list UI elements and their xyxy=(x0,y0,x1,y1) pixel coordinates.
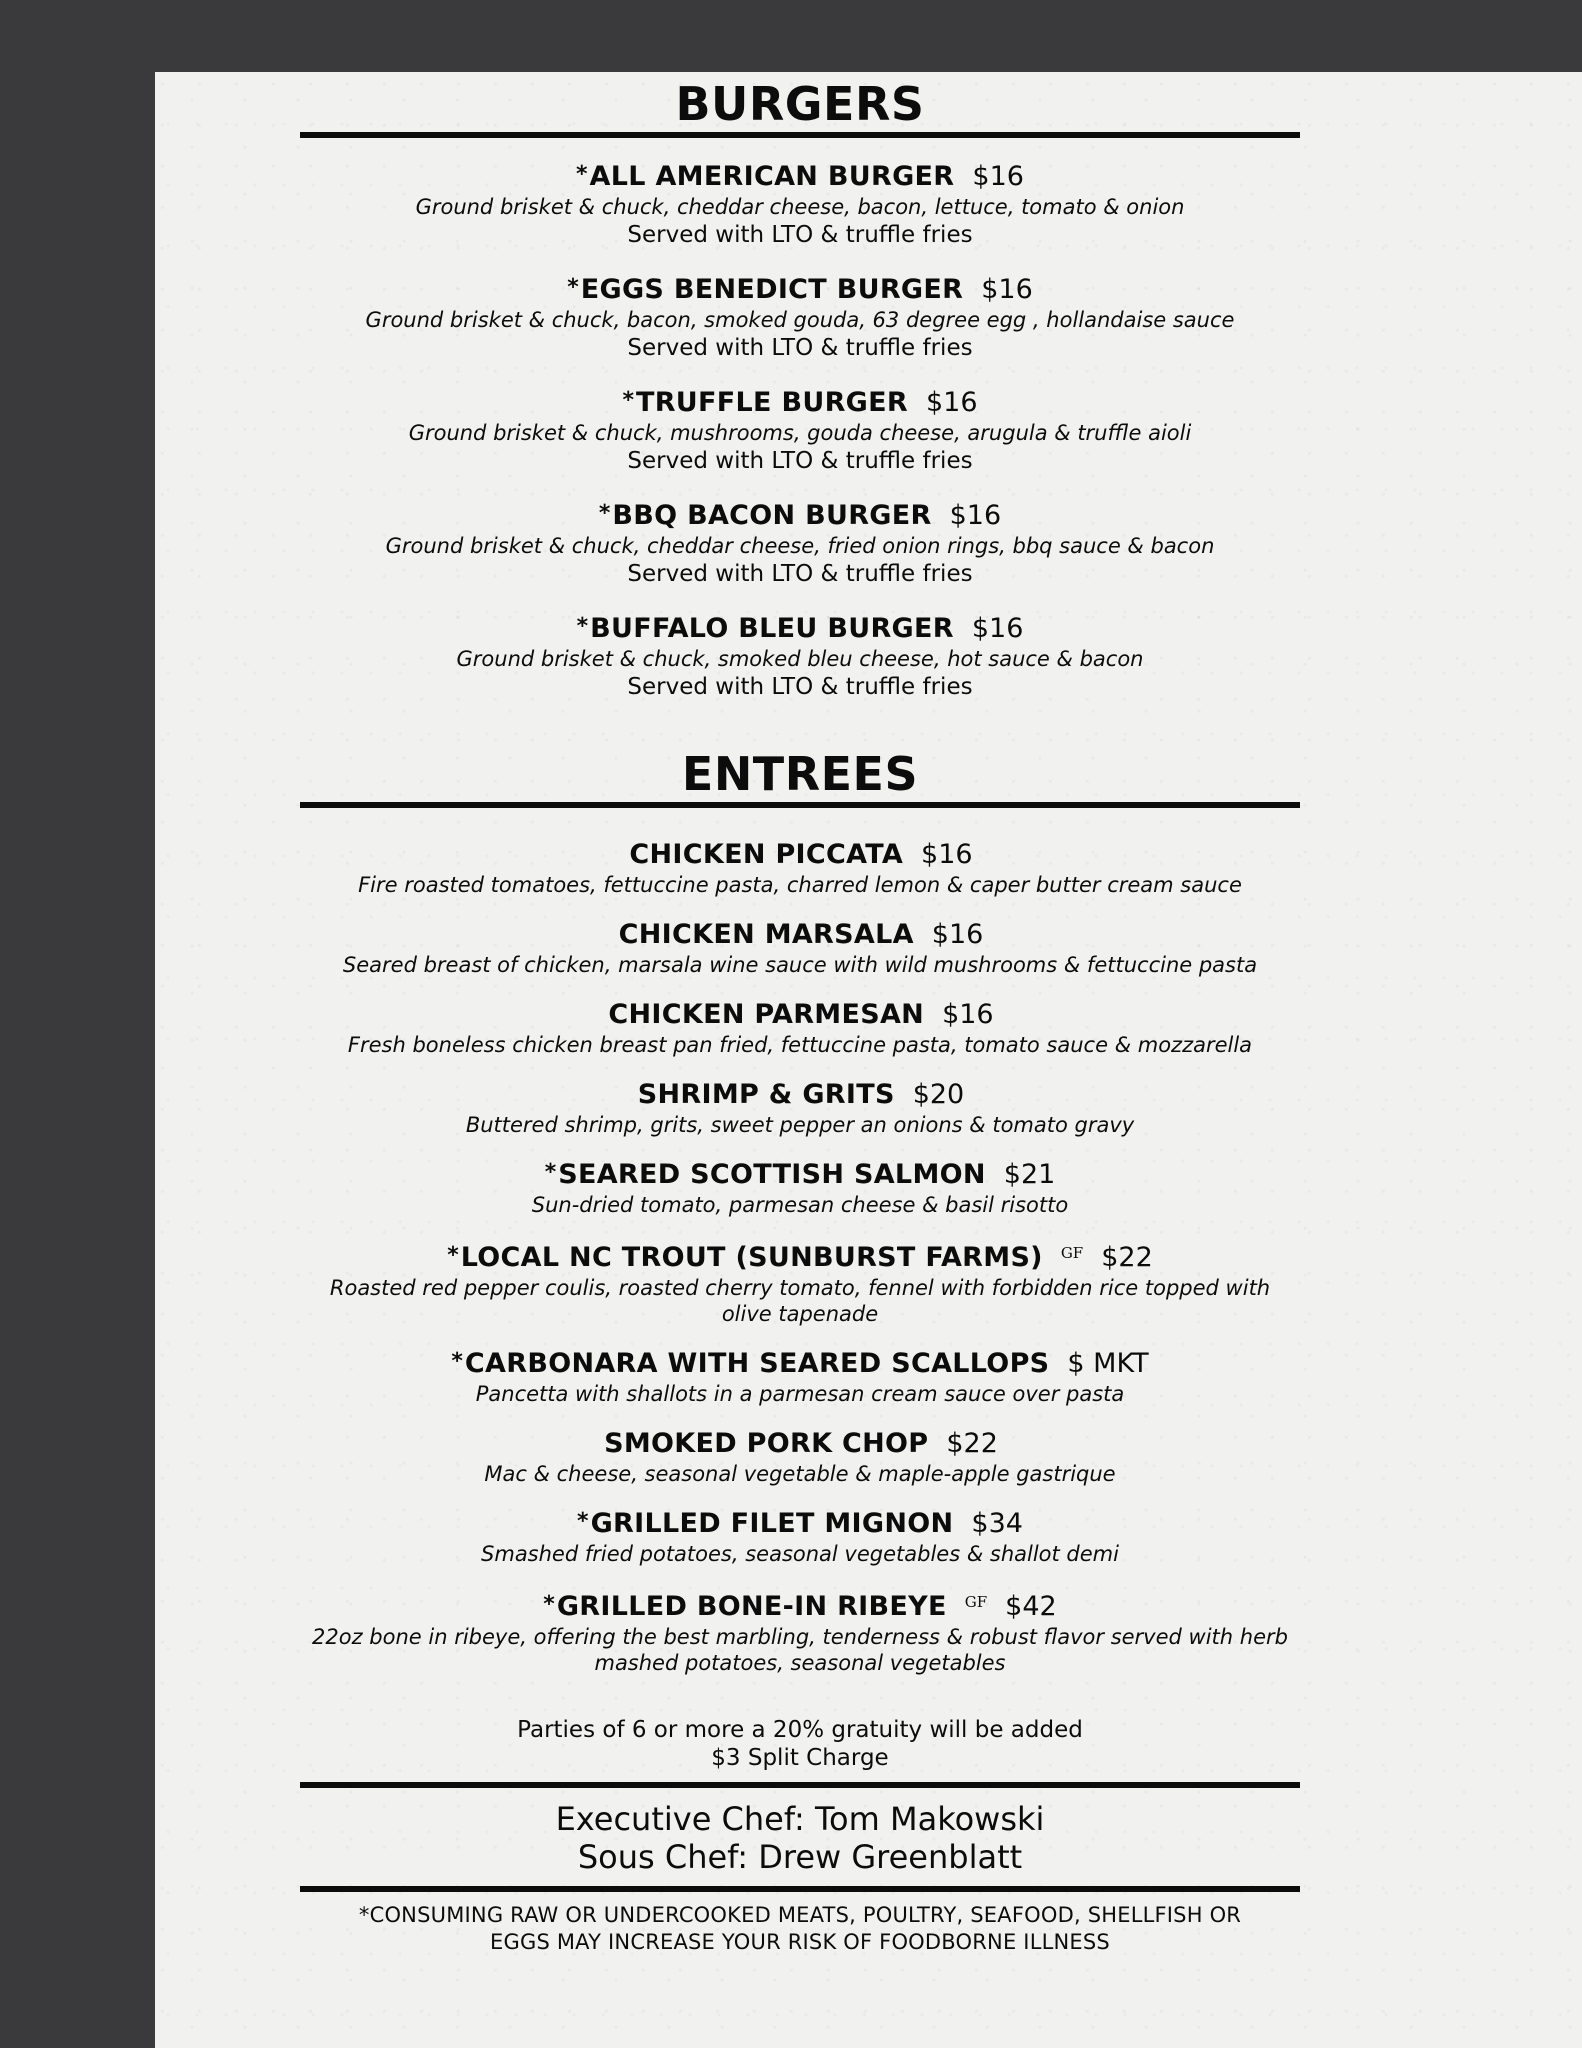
item-description: Ground brisket & chuck, bacon, smoked gouda, 63 degree egg , hollandaise sauce xyxy=(365,308,1235,332)
raw-warning-marker: * xyxy=(451,1349,463,1374)
item-description: Pancetta with shallots in a parmesan cream sauce over pasta xyxy=(475,1382,1125,1406)
menu-item-chicken-parmesan xyxy=(300,996,1300,1058)
item-price: $34 xyxy=(971,1508,1023,1539)
raw-warning-marker: * xyxy=(622,388,634,413)
item-price: $16 xyxy=(921,839,973,870)
raw-warning-marker: * xyxy=(577,1509,589,1534)
item-side: Served with LTO & truffle fries xyxy=(627,674,973,700)
item-description: Mac & cheese, seasonal vegetable & maple-apple gastrique xyxy=(484,1462,1116,1486)
item-name: CHICKEN MARSALA xyxy=(618,919,914,950)
menu-item-eggs-benedict-burger xyxy=(300,271,1300,363)
item-price: $20 xyxy=(912,1079,965,1110)
item-name: CHICKEN PICCATA xyxy=(629,839,904,870)
item-description: Smashed fried potatoes, seasonal vegetables & shallot demi xyxy=(481,1542,1119,1566)
item-side: Served with LTO & truffle fries xyxy=(627,222,973,248)
item-name: CARBONARA WITH SEARED SCALLOPS xyxy=(464,1348,1050,1379)
raw-warning-marker: * xyxy=(576,614,589,639)
notes-divider xyxy=(300,1782,1300,1788)
item-name: SHRIMP & GRITS xyxy=(637,1079,895,1110)
menu-item-all-american-burger xyxy=(300,158,1300,250)
gluten-free-badge: GF xyxy=(1060,1244,1084,1262)
item-name: CHICKEN PARMESAN xyxy=(608,999,925,1030)
item-name: LOCAL NC TROUT (SUNBURST FARMS) xyxy=(460,1242,1043,1273)
menu-item-smoked-pork-chop xyxy=(300,1425,1300,1487)
item-side: Served with LTO & truffle fries xyxy=(627,448,973,474)
burgers-heading: BURGERS xyxy=(675,77,925,131)
raw-warning-marker: * xyxy=(543,1592,555,1617)
chef-credits xyxy=(300,1800,1300,1876)
item-side: Served with LTO & truffle fries xyxy=(627,335,973,361)
menu-item-truffle-burger xyxy=(300,384,1300,476)
item-price: $ MKT xyxy=(1067,1348,1149,1379)
chefs-divider xyxy=(300,1886,1300,1892)
item-description: Buttered shrimp, grits, sweet pepper an onions & tomato gravy xyxy=(465,1113,1135,1137)
item-description: Fire roasted tomatoes, fettuccine pasta, charred lemon & caper butter cream sauce xyxy=(358,873,1242,897)
raw-warning-marker: * xyxy=(447,1243,459,1268)
item-price: $22 xyxy=(1101,1242,1153,1273)
burgers-divider xyxy=(300,132,1300,138)
item-name: SEARED SCOTTISH SALMON xyxy=(558,1159,986,1190)
food-safety-warning: *CONSUMING RAW OR UNDERCOOKED MEATS, POULTRY, SEAFOOD, SHELLFISH OR EGGS MAY INCREASE YOUR RISK OF FOODBORNE ILLNESS xyxy=(358,1903,1242,1954)
item-description: Sun-dried tomato, parmesan cheese & basil risotto xyxy=(531,1193,1069,1217)
item-name: SMOKED PORK CHOP xyxy=(604,1428,929,1459)
executive-chef: Executive Chef: Tom Makowski xyxy=(555,1800,1045,1838)
item-price: $16 xyxy=(942,999,994,1030)
item-description: Ground brisket & chuck, mushrooms, gouda cheese, arugula & truffle aioli xyxy=(408,421,1192,445)
menu-item-bbq-bacon-burger xyxy=(300,497,1300,589)
menu-item-chicken-marsala xyxy=(300,916,1300,978)
menu-item-carbonara-scallops xyxy=(300,1345,1300,1407)
item-description: 22oz bone in ribeye, offering the best marbling, tenderness & robust flavor served with herb mashed potatoes, seasonal vegetables xyxy=(312,1625,1288,1675)
policy-notes xyxy=(300,1716,1300,1772)
menu-item-buffalo-bleu-burger xyxy=(300,610,1300,702)
gratuity-note: Parties of 6 or more a 20% gratuity will be added xyxy=(517,1717,1083,1743)
item-description: Ground brisket & chuck, smoked bleu cheese, hot sauce & bacon xyxy=(456,647,1144,671)
item-description: Seared breast of chicken, marsala wine sauce with wild mushrooms & fettuccine pasta xyxy=(342,953,1258,977)
item-price: $16 xyxy=(972,161,1024,192)
item-price: $16 xyxy=(925,387,978,418)
item-name: TRUFFLE BURGER xyxy=(636,387,908,418)
menu-item-shrimp-and-grits xyxy=(300,1076,1300,1138)
split-charge-note: $3 Split Charge xyxy=(711,1745,889,1771)
sous-chef: Sous Chef: Drew Greenblatt xyxy=(577,1838,1023,1876)
item-name: BBQ BACON BURGER xyxy=(612,500,932,531)
menu-item-grilled-filet-mignon xyxy=(300,1505,1300,1567)
item-side: Served with LTO & truffle fries xyxy=(627,561,973,587)
item-name: ALL AMERICAN BURGER xyxy=(589,161,955,192)
raw-warning-marker: * xyxy=(544,1160,557,1185)
item-price: $42 xyxy=(1005,1591,1057,1622)
raw-warning-marker: * xyxy=(598,501,611,526)
item-description: Roasted red pepper coulis, roasted cherry tomato, fennel with forbidden rice topped with olive tapenade xyxy=(329,1276,1271,1326)
item-price: $16 xyxy=(971,613,1024,644)
gluten-free-badge: GF xyxy=(964,1593,988,1611)
item-price: $22 xyxy=(946,1428,998,1459)
entrees-heading: ENTREES xyxy=(681,747,919,801)
menu-item-local-nc-trout xyxy=(300,1236,1300,1327)
item-description: Ground brisket & chuck, cheddar cheese, fried onion rings, bbq sauce & bacon xyxy=(385,534,1215,558)
item-price: $16 xyxy=(931,919,984,950)
menu-item-chicken-piccata xyxy=(300,836,1300,898)
entrees-divider xyxy=(300,802,1300,808)
item-name: EGGS BENEDICT BURGER xyxy=(580,274,964,305)
item-name: GRILLED FILET MIGNON xyxy=(590,1508,954,1539)
raw-warning-marker: * xyxy=(567,275,579,300)
raw-warning-marker: * xyxy=(576,162,588,187)
item-price: $16 xyxy=(981,274,1033,305)
item-description: Ground brisket & chuck, cheddar cheese, bacon, lettuce, tomato & onion xyxy=(415,195,1185,219)
item-description: Fresh boneless chicken breast pan fried, fettuccine pasta, tomato sauce & mozzarella xyxy=(347,1033,1253,1057)
item-price: $16 xyxy=(949,500,1002,531)
menu-item-seared-scottish-salmon xyxy=(300,1156,1300,1218)
menu-item-grilled-bone-in-ribeye xyxy=(300,1585,1300,1676)
menu-column xyxy=(300,72,1300,1956)
item-name: GRILLED BONE-IN RIBEYE xyxy=(556,1591,947,1622)
item-name: BUFFALO BLEU BURGER xyxy=(590,613,954,644)
item-price: $21 xyxy=(1003,1159,1056,1190)
